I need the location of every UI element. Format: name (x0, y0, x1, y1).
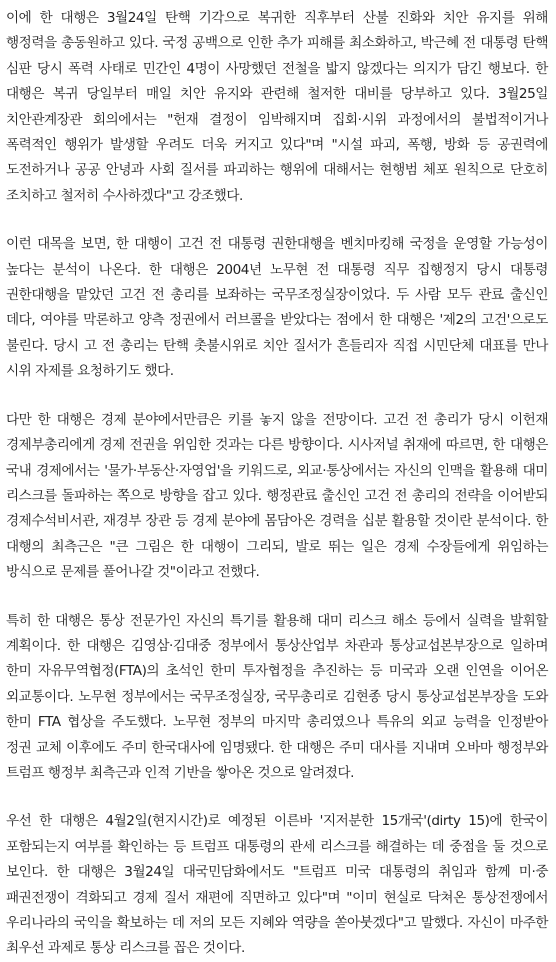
paragraph-4: 특히 한 대행은 통상 전문가인 자신의 특기를 활용해 대미 리스크 해소 등에서 실력을 발휘할 계획이다. 한 대행은 김영삼·김대중 정부에서 통상산업부 차관과 통상교섭본부장으로 일하며 한미 자유무역협정(FTA)의 초석인 한미 투자협정을 추진하는 등 미국과 오랜 인연을 이어온 외교통이다. 노무현 정부에서는 국무조정실장, 국무총리로 김현종 당시 통상교섭본부장을 도와 한미 FTA 협상을 주도했다. 노무현 정부의 마지막 총리였으나 특유의 외교 능력을 인정받아 정권 교체 이후에도 주미 한국대사에 임명됐다. 한 대행은 주미 대사를 지내며 오바마 행정부와 트럼프 행정부 최측근과 인적 기반을 쌓아온 것으로 알려졌다. (6, 612, 548, 781)
paragraph-2: 이런 대목을 보면, 한 대행이 고건 전 대통령 권한대행을 벤치마킹해 국정을 운영할 가능성이 높다는 분석이 나온다. 한 대행은 2004년 노무현 전 대통령 직무 집행정지 당시 대통령 권한대행을 맡았던 고건 전 총리를 보좌하는 국무조정실장이었다. 두 사람 모두 관료 출신인 데다, 여야를 막론하고 양측 정권에서 러브콜을 받았다는 점에서 한 대행은 '제2의 고건'으로도 불린다. 당시 고 전 총리는 탄핵 촛불시위로 치안 질서가 흔들리자 직접 시민단체 대표를 만나 시위 자제를 요청하기도 했다. (6, 236, 548, 380)
paragraph-1: 이에 한 대행은 3월24일 탄핵 기각으로 복귀한 직후부터 산불 진화와 치안 유지를 위해 행정력을 총동원하고 있다. 국정 공백으로 인한 추가 피해를 최소화하고, 박근혜 전 대통령 탄핵 심판 당시 폭력 사태로 민간인 4명이 사망했던 전철을 밟지 않겠다는 의지가 담긴 행보다. 한 대행은 복귀 당일부터 매일 치안 유지와 관련해 철저한 대비를 당부하고 있다. 3월25일 치안관계장관 회의에서는 "헌재 결정이 임박해지며 집회·시위 과정에서의 불법적이거나 폭력적인 행위가 발생할 우려도 더욱 커지고 있다"며 "시설 파괴, 폭행, 방화 등 공권력에 도전하거나 공공 안녕과 사회 질서를 파괴하는 행위에 대해서는 현행범 체포 원칙으로 단호히 조치하고 철저히 수사하겠다"고 강조했다. (6, 10, 548, 204)
paragraph-3: 다만 한 대행은 경제 분야에서만큼은 키를 놓지 않을 전망이다. 고건 전 총리가 당시 이헌재 경제부총리에게 경제 전권을 위임한 것과는 다른 방향이다. 시사저널 취재에 따르면, 한 대행은 국내 경제에서는 '물가·부동산·자영업'을 키워드로, 외교·통상에서는 자신의 인맥을 활용해 대미 리스크를 돌파하는 쪽으로 방향을 잡고 있다. 행정관료 출신인 고건 전 총리의 전략을 이어받되 경제수석비서관, 재경부 장관 등 경제 분야에 몸담아온 경력을 십분 활용할 것이란 분석이다. 한 대행의 최측근은 "큰 그림은 한 대행이 그리되, 발로 뛰는 일은 경제 수장들에게 위임하는 방식으로 문제를 풀어나갈 것"이라고 전했다. (6, 411, 548, 581)
paragraph-5: 우선 한 대행은 4월2일(현지시간)로 예정된 이른바 '지저분한 15개국'(dirty 15)에 한국이 포함되는지 여부를 확인하는 등 트럼프 대통령의 관세 리스크를 해결하는 데 중점을 둘 것으로 보인다. 한 대행은 3월24일 대국민담화에서도 "트럼프 미국 대통령의 취임과 함께 미·중 패권전쟁이 격화되고 경제 질서 재편에 직면하고 있다"며 "이미 현실로 닥쳐온 통상전쟁에서 우리나라의 국익을 확보하는 데 저의 모든 지혜와 역량을 쏟아붓겠다"고 말했다. 자신이 마주한 최우선 과제로 통상 리스크를 꼽은 것이다. (6, 813, 548, 957)
